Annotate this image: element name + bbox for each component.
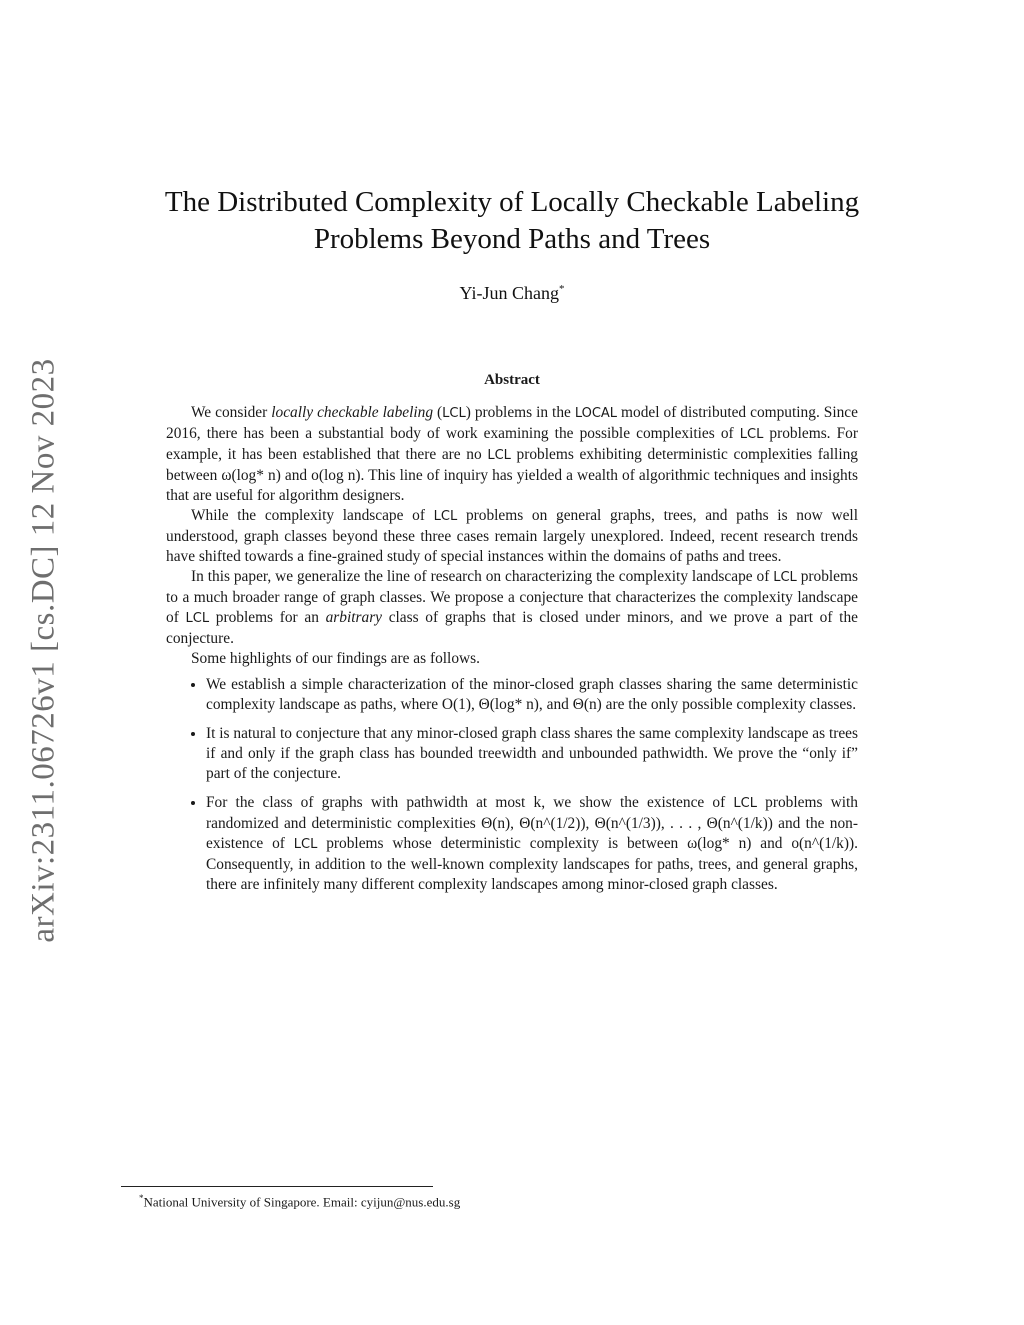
arxiv-sidebar <box>20 350 68 950</box>
abstract-body <box>166 403 858 904</box>
abstract-paragraph-2: While the complexity landscape of LCL problems on general graphs, trees, and paths is now well understood, graph classes beyond these three cases remain largely unexplored. Indeed, recent research trends have shifted towards a fine-grained study of special instances within the domains of paths and trees. <box>166 507 858 565</box>
author-footnote-mark: * <box>559 283 565 295</box>
author-name: Yi-Jun Chang <box>459 283 559 303</box>
footnote <box>139 1193 460 1210</box>
highlight-item-1: • We establish a simple characterization of the minor-closed graph classes sharing the same deterministic complexity landscape as paths, where O(1), Θ(log* n), and Θ(n) are the only possible complexity classes. <box>206 675 858 715</box>
paper-title: The Distributed Complexity of Locally Checkable Labeling Problems Beyond Paths and Trees <box>164 186 860 255</box>
abstract-heading: Abstract <box>484 372 540 388</box>
footnote-mark: * <box>139 1193 144 1203</box>
abstract-paragraph-3: In this paper, we generalize the line of research on characterizing the complexity landscape of LCL problems to a much broader range of graph classes. We propose a conjecture that characterizes the complexity landscape of LCL problems for an arbitrary class of graphs that is closed under minors, and we prove a part of the conjecture. <box>166 568 858 647</box>
arxiv-id-text: arXiv:2311.06726v1 [cs.DC] 12 Nov 2023 <box>25 357 62 943</box>
highlight-item-3: • For the class of graphs with pathwidth at most k, we show the existence of LCL problems with randomized and deterministic complexities Θ(n), Θ(n^(1/2)), Θ(n^(1/3)), . . . , Θ(n^(1/k)) and the non-existence of LCL problems whose deterministic complexity is between ω(log* n) and o(n^(1/k)). Consequently, in addition to the well-known complexity landscapes for paths, trees, and general graphs, there are infinitely many different complexity landscapes among minor-closed graph classes. <box>206 793 858 895</box>
highlights-list <box>166 675 858 895</box>
author-line <box>130 283 894 304</box>
abstract-paragraph-4: Some highlights of our findings are as follows. <box>191 650 480 667</box>
highlight-item-2: • It is natural to conjecture that any minor-closed graph class shares the same complexity landscape as trees if and only if the graph class has bounded treewidth and unbounded pathwidth. We prove the “only if” part of the conjecture. <box>206 724 858 784</box>
abstract-paragraph-1: We consider locally checkable labeling (LCL) problems in the LOCAL model of distributed computing. Since 2016, there has been a substantial body of work examining the possible complexities of LCL problems. For example, it has been established that there are no LCL problems exhibiting deterministic complexities falling between ω(log* n) and o(log n). This line of inquiry has yielded a wealth of algorithmic techniques and insights that are useful for algorithm designers. <box>166 404 858 504</box>
footnote-text: National University of Singapore. Email: cyijun@nus.edu.sg <box>143 1194 461 1210</box>
footnote-rule <box>121 1186 433 1187</box>
